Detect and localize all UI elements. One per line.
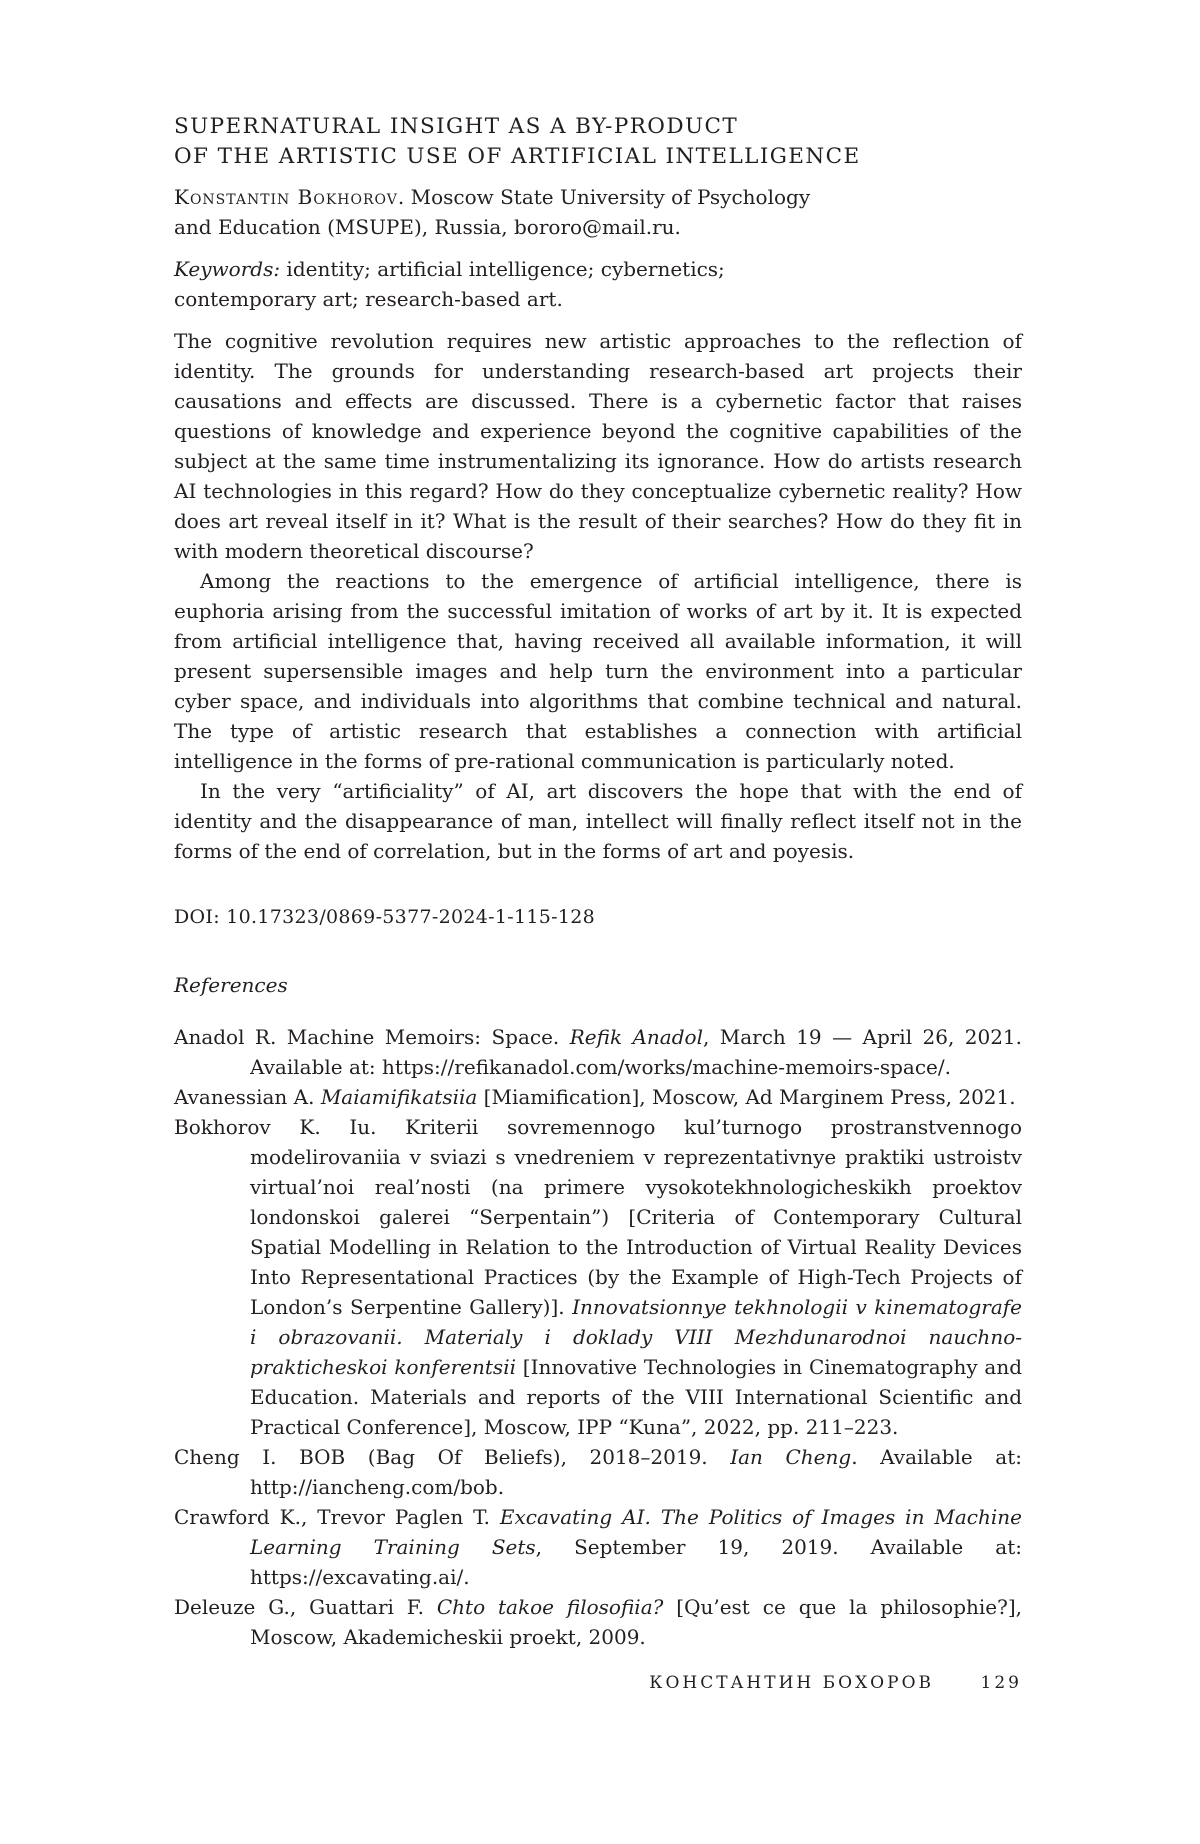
doi: DOI: 10.17323/0869-5377-2024-1-115-128 — [174, 906, 595, 928]
reference-item — [174, 1592, 1022, 1652]
abstract — [174, 326, 1022, 866]
reference-text: [Innovative Technologies in Cinematography and Education. Materials and reports of the VIII International Scientific and Practical Conference], Moscow, IPP “Kuna”, 2022, pp. 211–223. — [250, 1355, 1023, 1439]
reference-text: Crawford K., Trevor Paglen T. — [174, 1505, 500, 1529]
reference-text: Anadol R. Machine Memoirs: Space. — [174, 1025, 570, 1049]
reference-item — [174, 1502, 1022, 1592]
author-affiliation-2: and Education (MSUPE), Russia, bororo@mail.ru. — [174, 215, 681, 239]
reference-text: Bokhorov K. Iu. Kriterii sovremennogo kul’turnogo prostranstvennogo modelirovaniia v sviazi s vnedreniem v reprezentativnye praktiki ustroistv virtual’noi real’nosti (na primere vysokotekhnologicheskikh proektov londonskoi galerei “Serpentain”) [Criteria of Contemporary Cultural Spatial Modelling in Relation to the Introduction of Virtual Reality Devices Into Representational Practices (by the Example of High-Tech Projects of London’s Serpentine Gallery)]. — [174, 1115, 1022, 1319]
reference-text: Cheng I. BOB (Bag Of Beliefs), 2018–2019. — [174, 1445, 731, 1469]
abstract-paragraph: The cognitive revolution requires new artistic approaches to the reflection of identity. The grounds for understanding research-based art projects their causations and effects are discussed. There is a cybernetic factor that raises questions of knowledge and experience beyond the cognitive capabilities of the subject at the same time instrumentalizing its ignorance. How do artists research AI technologies in this regard? How do they conceptualize cybernetic reality? How does art reveal itself in it? What is the result of their searches? How do they fit in with modern theoretical discourse? — [174, 329, 1022, 563]
reference-text: . Available at: http://iancheng.com/bob. — [250, 1445, 1023, 1499]
reference-item — [174, 1022, 1022, 1082]
author-affiliation-1: . Moscow State University of Psychology — [397, 185, 811, 209]
author-name: Konstantin Bokhorov — [174, 185, 398, 209]
keywords-line-2: contemporary art; research-based art. — [174, 287, 563, 311]
article-title — [174, 112, 1022, 172]
reference-title: Chto takoe filosofiia? — [436, 1595, 664, 1619]
reference-title: Refik Anadol — [569, 1025, 703, 1049]
reference-title: Innovatsionnye tekhnologii v kinematografe i obrazovanii. Materialy i doklady VIII Mezhdunarodnoi nauchno-prakticheskoi konferentsii — [250, 1295, 1022, 1379]
references-list — [174, 1022, 1022, 1652]
reference-item — [174, 1112, 1022, 1442]
running-footer — [174, 1668, 1022, 1698]
author-block — [174, 182, 1022, 242]
reference-item — [174, 1442, 1022, 1502]
keywords-line-1: identity; artificial intelligence; cybernetics; — [280, 257, 725, 281]
reference-item — [174, 1082, 1022, 1112]
abstract-paragraph: In the very “artificiality” of AI, art discovers the hope that with the end of identity and the disappearance of man, intellect will finally reflect itself not in the forms of the end of correlation, but in the forms of art and poyesis. — [174, 779, 1022, 863]
reference-text: , September 19, 2019. Available at: https://excavating.ai/. — [250, 1535, 1022, 1589]
reference-text: [Qu’est ce que la philosophie?], Moscow, Akademicheskii proekt, 2009. — [250, 1595, 1022, 1649]
abstract-paragraph: Among the reactions to the emergence of artificial intelligence, there is euphoria arising from the successful imitation of works of art by it. It is expected from artificial intelligence that, having received all available information, it will present supersensible images and help turn the environment into a particular cyber space, and individuals into algorithms that combine technical and natural. The type of artistic research that establishes a connection with artificial intelligence in the forms of pre-rational communication is particularly noted. — [174, 569, 1022, 773]
reference-title: Ian Cheng — [730, 1445, 852, 1469]
reference-text: [Miamification], Moscow, Ad Marginem Press, 2021. — [477, 1085, 1016, 1109]
article-page — [174, 112, 1022, 1652]
keywords-label: Keywords: — [174, 257, 281, 281]
reference-title: Excavating AI. The Politics of Images in Machine Learning Training Sets — [250, 1505, 1022, 1559]
reference-title: Maiamifikatsiia — [320, 1085, 478, 1109]
running-author: КОНСТАНТИН БОХОРОВ — [649, 1673, 934, 1693]
title-line-2: OF THE ARTISTIC USE OF ARTIFICIAL INTELLIGENCE — [174, 144, 861, 169]
reference-text: Avanessian A. — [174, 1085, 321, 1109]
title-line-1: SUPERNATURAL INSIGHT AS A BY-PRODUCT — [174, 114, 739, 139]
reference-text: Deleuze G., Guattari F. — [174, 1595, 437, 1619]
page-number: 129 — [980, 1673, 1022, 1693]
reference-text: , March 19 — April 26, 2021. Available at: https://refikanadol.com/works/machine-memoirs-space/. — [250, 1025, 1022, 1079]
keywords-block — [174, 254, 1022, 314]
references-heading: References — [174, 973, 288, 997]
